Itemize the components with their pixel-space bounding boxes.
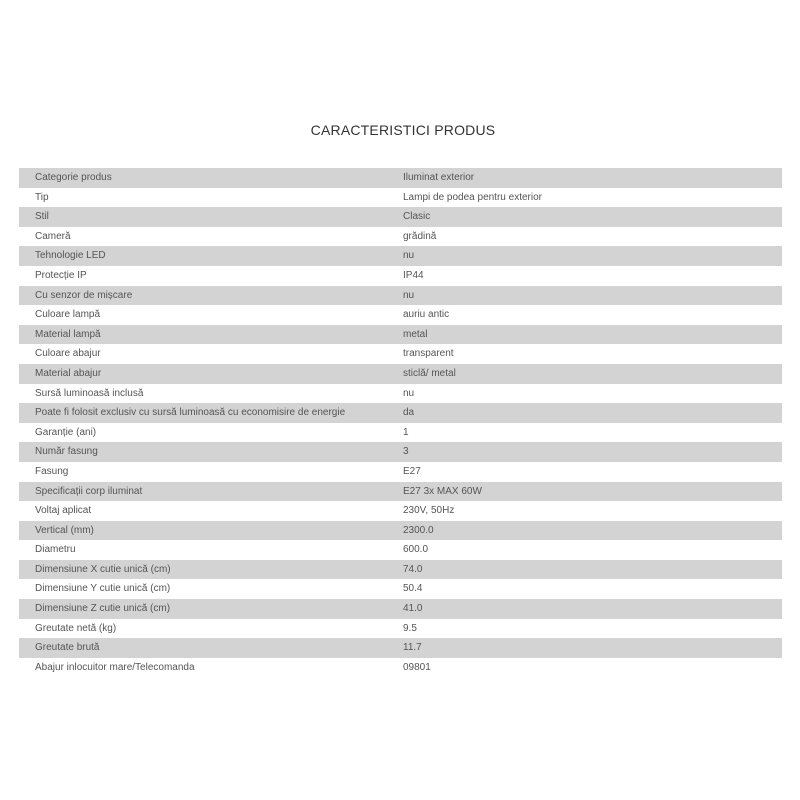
spec-value: 230V, 50Hz xyxy=(403,505,455,517)
spec-row xyxy=(19,579,782,599)
spec-value: 2300.0 xyxy=(403,524,434,536)
spec-value: transparent xyxy=(403,348,454,360)
spec-value: 9.5 xyxy=(403,622,417,634)
specs-table-body xyxy=(19,168,782,677)
spec-label: Greutate netă (kg) xyxy=(35,622,117,634)
spec-label: Fasung xyxy=(35,465,69,477)
spec-value: IP44 xyxy=(403,269,424,281)
spec-label: Greutate brută xyxy=(35,642,100,654)
spec-value: grădină xyxy=(403,230,437,242)
spec-value: 09801 xyxy=(403,661,431,673)
spec-value: 41.0 xyxy=(403,603,423,615)
spec-label: Abajur inlocuitor mare/Telecomanda xyxy=(35,661,195,673)
spec-value: 1 xyxy=(403,426,409,438)
spec-label: Voltaj aplicat xyxy=(35,505,92,517)
spec-value: E27 3x MAX 60W xyxy=(403,485,482,497)
spec-row xyxy=(19,462,782,482)
spec-row xyxy=(19,540,782,560)
spec-value: Iluminat exterior xyxy=(403,172,475,183)
spec-label: Diametru xyxy=(35,544,76,556)
spec-label: Stil xyxy=(35,211,49,223)
spec-value: nu xyxy=(403,250,415,262)
spec-row xyxy=(19,521,782,541)
spec-row xyxy=(19,305,782,325)
spec-row xyxy=(19,364,782,384)
spec-label: Număr fasung xyxy=(35,446,98,458)
spec-row xyxy=(19,619,782,639)
spec-value: nu xyxy=(403,289,415,301)
spec-row xyxy=(19,501,782,521)
spec-row xyxy=(19,384,782,404)
spec-value: 3 xyxy=(403,446,409,458)
spec-label: Dimensiune Z cutie unică (cm) xyxy=(35,603,171,615)
spec-label: Poate fi folosit exclusiv cu sursă luminoasă cu economisire de energie xyxy=(35,407,346,419)
spec-label: Sursă luminoasă inclusă xyxy=(35,387,144,399)
spec-value: Lampi de podea pentru exterior xyxy=(403,191,542,203)
spec-value: 11.7 xyxy=(403,642,422,654)
spec-label: Garanție (ani) xyxy=(35,426,97,438)
spec-row xyxy=(19,207,782,227)
spec-value: nu xyxy=(403,387,415,399)
spec-label: Protecție IP xyxy=(35,269,87,281)
spec-value: sticlă/ metal xyxy=(403,367,456,379)
spec-label: Material lampă xyxy=(35,328,101,340)
spec-value: 74.0 xyxy=(403,563,423,575)
spec-value: E27 xyxy=(403,465,421,477)
spec-label: Specificații corp iluminat xyxy=(35,485,143,497)
spec-label: Culoare abajur xyxy=(35,348,101,360)
spec-value: metal xyxy=(403,328,428,340)
spec-value: 600.0 xyxy=(403,544,429,556)
spec-row xyxy=(19,246,782,266)
spec-value: 50.4 xyxy=(403,583,423,595)
spec-label: Tip xyxy=(35,191,49,203)
spec-row xyxy=(19,325,782,345)
spec-value: auriu antic xyxy=(403,309,450,321)
spec-row xyxy=(19,638,782,658)
spec-value: da xyxy=(403,407,415,419)
spec-label: Cameră xyxy=(35,230,71,242)
spec-label: Culoare lampă xyxy=(35,309,101,321)
spec-label: Cu senzor de mișcare xyxy=(35,289,133,301)
spec-row xyxy=(19,442,782,462)
spec-row xyxy=(19,227,782,247)
spec-row xyxy=(19,482,782,502)
spec-row xyxy=(19,344,782,364)
spec-label: Categorie produs xyxy=(35,172,112,183)
spec-label: Tehnologie LED xyxy=(35,250,106,262)
specs-table xyxy=(19,168,782,677)
spec-label: Dimensiune X cutie unică (cm) xyxy=(35,563,171,575)
spec-value: Clasic xyxy=(403,211,431,223)
spec-row xyxy=(19,599,782,619)
spec-row xyxy=(19,286,782,306)
spec-row xyxy=(19,188,782,208)
spec-row xyxy=(19,266,782,286)
spec-label: Material abajur xyxy=(35,367,102,379)
spec-row xyxy=(19,658,782,678)
spec-label: Vertical (mm) xyxy=(35,524,94,536)
spec-row xyxy=(19,168,782,188)
section-title: CARACTERISTICI PRODUS xyxy=(310,122,496,138)
spec-row xyxy=(19,423,782,443)
spec-row xyxy=(19,403,782,423)
spec-label: Dimensiune Y cutie unică (cm) xyxy=(35,583,171,595)
spec-row xyxy=(19,560,782,580)
